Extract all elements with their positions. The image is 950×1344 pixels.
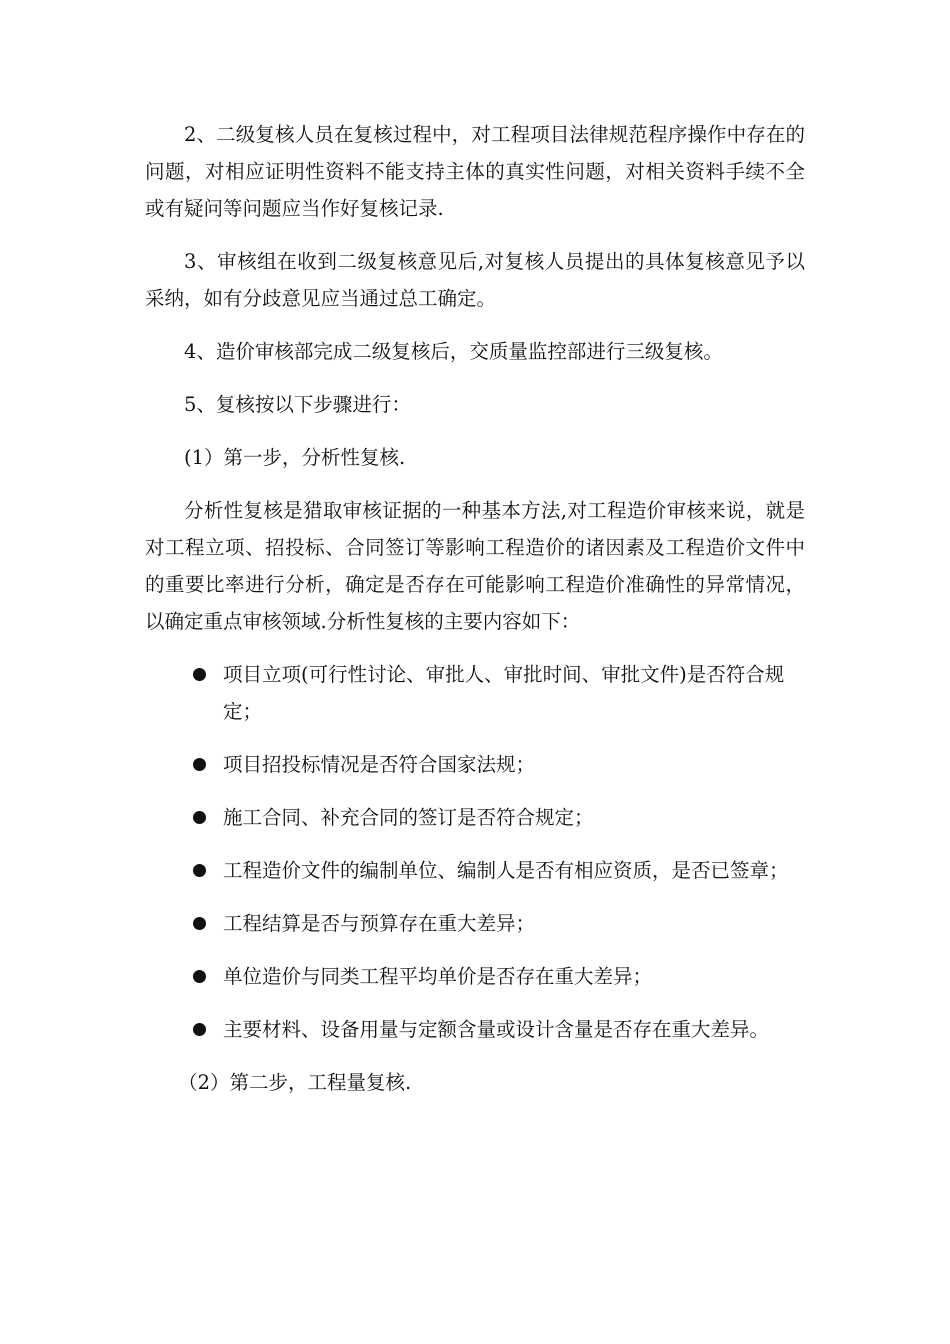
paragraph-review-item-4: 4、造价审核部完成二级复核后，交质量监控部进行三级复核。 (184, 340, 723, 363)
list-item-text: 工程造价文件的编制单位、编制人是否有相应资质，是否已签章； (223, 859, 789, 882)
bullet-icon (193, 1023, 206, 1036)
bullet-icon (193, 864, 206, 877)
bullet-icon (193, 917, 206, 930)
list-item (145, 656, 805, 730)
paragraph-review-item-2: 2、二级复核人员在复核过程中，对工程项目法律规范程序操作中存在的问题，对相应证明性资料不能支持主体的真实性问题，对相关资料手续不全或有疑问等问题应当作好复核记录. (145, 123, 805, 220)
list-item-text: 项目立项(可行性讨论、审批人、审批时间、审批文件)是否符合规定； (223, 663, 785, 723)
paragraph-review-item-5: 5、复核按以下步骤进行： (184, 393, 411, 416)
list-item (145, 1011, 805, 1048)
list-item-text: 项目招投标情况是否符合国家法规； (223, 753, 536, 776)
list-item (145, 852, 805, 889)
list-item (145, 958, 805, 995)
list-item-text: 单位造价与同类工程平均单价是否存在重大差异； (223, 965, 653, 988)
list-item (145, 746, 805, 783)
list-item (145, 799, 805, 836)
list-item (145, 905, 805, 942)
step-2-heading: （2）第二步，工程量复核. (178, 1071, 412, 1094)
bullet-icon (193, 668, 206, 681)
paragraph-review-item-3: 3、审核组在收到二级复核意见后,对复核人员提出的具体复核意见予以采纳，如有分歧意见应当通过总工确定。 (145, 250, 805, 310)
document-body (145, 116, 805, 1101)
list-item-text: 施工合同、补充合同的签订是否符合规定； (223, 806, 594, 829)
step-1-heading: (1）第一步，分析性复核. (184, 446, 406, 469)
list-item-text: 工程结算是否与预算存在重大差异； (223, 912, 536, 935)
bullet-icon (193, 970, 206, 983)
bullet-icon (193, 758, 206, 771)
list-item-text: 主要材料、设备用量与定额含量或设计含量是否存在重大差异。 (223, 1018, 770, 1041)
bullet-icon (193, 811, 206, 824)
analysis-checklist (145, 656, 805, 1048)
step-1-description: 分析性复核是猎取审核证据的一种基本方法,对工程造价审核来说，就是对工程立项、招投标、合同签订等影响工程造价的诸因素及工程造价文件中的重要比率进行分析，确定是否存在可能影响工程造价准确性的异常情况，以确定重点审核领域.分析性复核的主要内容如下： (145, 499, 805, 633)
